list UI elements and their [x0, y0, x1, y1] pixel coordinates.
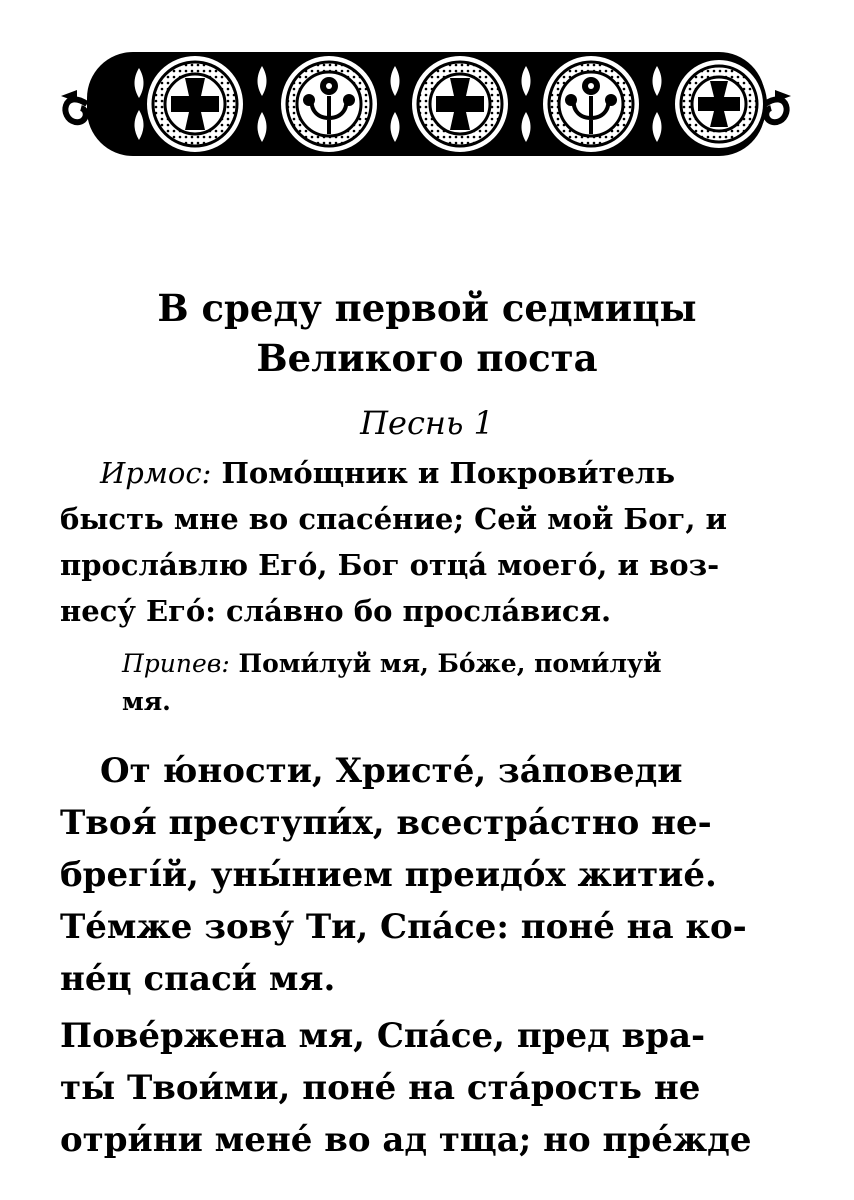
refrain-paragraph	[122, 645, 794, 721]
irmos-paragraph	[60, 450, 794, 634]
refrain-line: мя.	[122, 687, 171, 716]
troparion-line: От ю́ности, Христе́, за́поведи	[100, 751, 683, 791]
troparion-1	[60, 745, 794, 1005]
flower-medallion-icon	[279, 54, 379, 154]
irmos-line: несу́ Его́: сла́вно бо просла́вися.	[60, 594, 612, 628]
troparion-line: брегі́й, уны́нием преидо́х житие́.	[60, 855, 717, 895]
refrain-line: Припев: Поми́луй мя, Бо́же, поми́луй	[122, 649, 662, 678]
troparion-line: Те́мже зову́ Ти, Спа́се: поне́ на ко-	[60, 907, 747, 947]
cross-medallion-icon	[410, 54, 510, 154]
irmos-line: бысть мне во спасе́ние; Сей мой Бог, и	[60, 502, 728, 536]
flower-medallion-icon	[541, 54, 641, 154]
page-title	[60, 283, 794, 383]
irmos-line: Ирмос: Помо́щник и Покрови́тель	[100, 456, 676, 490]
irmos-line: просла́влю Его́, Бог отца́ моего́, и воз-	[60, 548, 720, 582]
troparion-line: Пове́ржена мя, Спа́се, пред вра-	[60, 1016, 706, 1056]
refrain-label: Припев:	[122, 649, 230, 678]
troparion-line: отри́ни мене́ во ад тща; но пре́жде	[60, 1120, 752, 1160]
song-number: Песнь 1	[360, 404, 494, 442]
ornament-band-icon	[57, 38, 795, 170]
troparion-2	[60, 1010, 794, 1166]
title-line-1: В среду первой седмицы	[157, 286, 697, 330]
title-line-2: Великого поста	[256, 336, 598, 380]
troparion-line: Твоя́ преступи́х, всестра́стно не-	[60, 803, 712, 843]
cross-medallion-icon	[145, 54, 245, 154]
troparion-line: не́ц спаси́ мя.	[60, 959, 336, 999]
cross-medallion-icon	[673, 58, 765, 150]
irmos-label: Ирмос:	[100, 456, 212, 490]
troparion-line: ты́ Твои́ми, поне́ на ста́рость не	[60, 1068, 701, 1108]
